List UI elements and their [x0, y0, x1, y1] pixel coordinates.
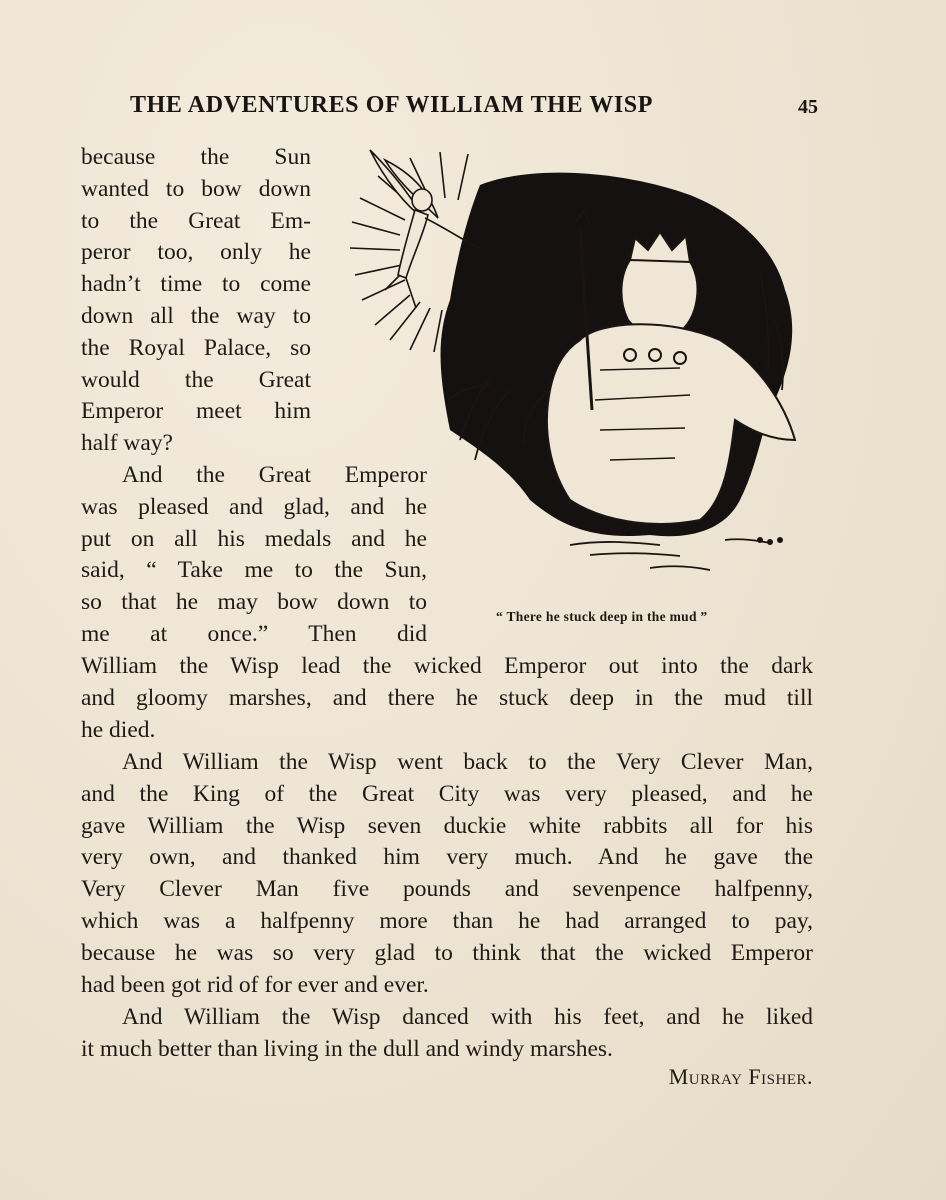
text-line: because he was so very glad to think that the wicked Emperor: [81, 940, 813, 967]
running-header: [130, 92, 820, 126]
wisp-and-emperor-illustration: [330, 140, 820, 600]
text-line: was pleased and glad, and he: [81, 493, 427, 520]
header-title: THE ADVENTURES OF WILLIAM THE WISP: [130, 92, 653, 118]
text-line: would the Great: [81, 366, 311, 393]
text-line: and gloomy marshes, and there he stuck deep in the mud till: [81, 684, 813, 711]
text-line: said, “ Take me to the Sun,: [81, 557, 427, 584]
text-line: put on all his medals and he: [81, 525, 427, 552]
author-signature: Murray Fisher.: [668, 1064, 813, 1089]
text-line: And the Great Emperor: [122, 462, 427, 488]
text-line: he died.: [81, 716, 156, 743]
text-line: half way?: [81, 430, 173, 457]
text-line: And William the Wisp went back to the Very Clever Man,: [122, 748, 813, 775]
text-line: wanted to bow down: [81, 175, 311, 202]
text-line: Emperor meet him: [81, 398, 311, 425]
text-line: it much better than living in the dull and windy marshes.: [81, 1035, 613, 1062]
text-line: so that he may bow down to: [81, 589, 427, 616]
text-line: And William the Wisp danced with his feet, and he liked: [122, 1003, 813, 1030]
text-line: me at once.” Then did: [81, 620, 427, 647]
page-number: 45: [798, 96, 818, 118]
text-line: William the Wisp lead the wicked Emperor out into the dark: [81, 653, 813, 679]
text-line: had been got rid of for ever and ever.: [81, 972, 429, 999]
text-line: the Royal Palace, so: [81, 334, 311, 361]
text-line: because the Sun: [81, 144, 311, 170]
text-line: and the King of the Great City was very pleased, and he: [81, 780, 813, 807]
column-paragraph: [81, 142, 311, 460]
text-line: gave William the Wisp seven duckie white rabbits all for his: [81, 812, 813, 839]
illustration-caption: “ There he stuck deep in the mud ”: [496, 609, 708, 624]
text-line: down all the way to: [81, 302, 311, 329]
text-line: which was a halfpenny more than he had arranged to pay,: [81, 908, 813, 935]
text-line: hadn’t time to come: [81, 271, 311, 298]
illustration-svg: [330, 140, 820, 600]
text-line: to the Great Em-: [81, 207, 311, 234]
full-width-text: [81, 651, 813, 1066]
text-line: very own, and thanked him very much. And he gave the: [81, 844, 813, 871]
text-line: peror too, only he: [81, 239, 311, 266]
text-line: Very Clever Man five pounds and sevenpence halfpenny,: [81, 876, 813, 903]
